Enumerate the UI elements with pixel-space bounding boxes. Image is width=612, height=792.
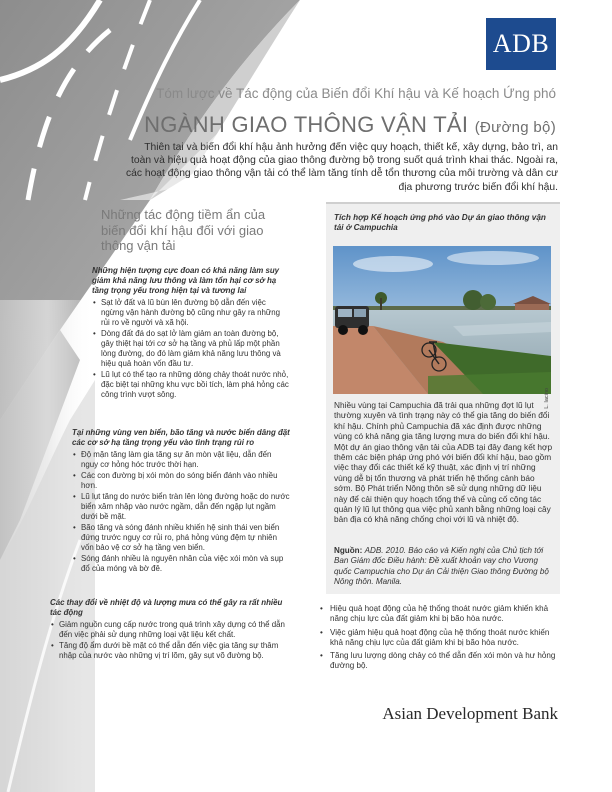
- section-list: [50, 620, 290, 661]
- page-title: [100, 112, 556, 138]
- list-item: • Lũ lụt có thể tạo ra những dòng chảy thoát nước nhỏ, đặc biệt tại những khu vực bồi tích, làm phá hỏng các công trình vượt sông.: [92, 370, 290, 400]
- section-list: [92, 298, 290, 400]
- footer-org-name: Asian Development Bank: [382, 704, 558, 723]
- page-title-sub: (Đường bộ): [474, 119, 556, 136]
- list-item: • Sóng đánh nhiều là nguyên nhân của việc xói mòn và sụp đổ của móng và bờ đê.: [72, 554, 290, 574]
- list-item: • Bão tăng và sóng đánh nhiều khiến hệ sinh thái ven biển đứng trước nguy cơ rủi ro, phá hỏng vùng đệm tự nhiên vốn bảo vệ cơ sở hạ tầng ven biển.: [72, 523, 290, 553]
- case-study-title: Tích hợp Kế hoạch ứng phó vào Dự án giao thông vận tải ở Campuchia: [334, 213, 546, 232]
- drainage-impacts-list: [320, 604, 560, 675]
- list-item: • Hiệu quả hoạt động của hệ thống thoát nước giảm khiến khả năng chịu lực của đất giảm khi bị bão hòa nước.: [320, 604, 560, 625]
- list-item: • Dòng đất đá do sạt lở làm giảm an toàn đường bộ, gây thiệt hại tới cơ sở hạ tầng và phủ lấp một phần lòng đường, do đó làm giảm khả năng lưu thông và hiệu quả hoàn vốn đầu tư.: [92, 329, 290, 369]
- adb-logo: [486, 18, 556, 70]
- case-study-box: [326, 202, 560, 594]
- flooded-road-photo: [333, 246, 551, 409]
- impact-section-temperature-rainfall: [50, 598, 290, 662]
- list-item: • Các con đường bị xói mòn do sóng biển đánh vào nhiều hơn.: [72, 471, 290, 491]
- section-heading: Tại những vùng ven biển, bão tăng và nước biển dâng đặt các cơ sở hạ tầng trọng yếu vào tình trạng rủi ro: [72, 428, 290, 447]
- list-item: • Giảm nguồn cung cấp nước trong quá trình xây dựng có thể dẫn đến việc phải sử dụng những loại vật liệu kết chất.: [50, 620, 290, 640]
- case-study-source: [334, 546, 554, 588]
- list-item: • Việc giảm hiệu quả hoạt động của hệ thống thoát nước khiến khả năng chịu lực của đất giảm khi bị bão hòa nước.: [320, 628, 560, 649]
- impact-section-coastal: [72, 428, 290, 575]
- list-item: • Độ mặn tăng làm gia tăng sự ăn mòn vật liệu, dẫn đến nguy cơ hỏng hóc trước thời hạn.: [72, 450, 290, 470]
- case-study-text: Nhiều vùng tại Campuchia đã trải qua những đợt lũ lụt thường xuyên và tình trạng này có thể gia tăng do biến đổi khí hậu. Chính phủ Campuchia đã xác định được những vùng có khả năng gia tăng lượng mưa do biến đổi khí hậu. Một dự án giao thông vận tải của ADB tại đây đang kết hợp thêm các biện pháp ứng phó với biến đổi khí hậu, bao gồm việc thay đổi các thiết kế kỹ thuật, xác định vị trí những vùng dễ bị tổn thương và phát triển hệ thống cảnh báo sớm. Bộ Phát triển Nông thôn sẽ sử dụng những dữ liệu này để cải thiện quy hoạch tổng thể và củng cố công tác quản lý lũ lụt thông qua việc phủ xanh bằng những loại cây bản địa có khả năng chống chọi với lũ và nhiệt độ.: [334, 400, 553, 525]
- list-item: • Tăng lưu lượng dòng chảy có thể dẫn đến xói mòn và hư hỏng đường bộ.: [320, 651, 560, 672]
- flooded-road-photo-image: [333, 246, 551, 394]
- section-list: [72, 450, 290, 574]
- photo-credit: L. Iacino: [544, 388, 550, 409]
- intro-paragraph: Thiên tai và biến đổi khí hậu ảnh hưởng đến việc quy hoạch, thiết kế, xây dựng, bảo trì, an toàn và hiệu quả hoạt động của giao thông đường bộ trong suốt quá trình khai thác. Ngoài ra, các hoạt động giao thông vận tải có thể làm tăng tính dễ tổn thương của môi trường và dân cư địa phương trước biến đổi khí hậu.: [125, 142, 558, 193]
- page-title-main: NGÀNH GIAO THÔNG VẬN TẢI: [144, 112, 469, 137]
- impacts-heading: Những tác động tiềm ẩn của biến đổi khí hậu đối với giao thông vận tải: [101, 207, 266, 253]
- section-heading: Những hiện tượng cực đoan có khả năng làm suy giảm khả năng lưu thông và làm tổn hại cơ sở hạ tầng trọng yếu trong hiện tại và tương lai: [92, 266, 280, 295]
- page-subtitle: Tóm lược về Tác động của Biến đổi Khí hậu và Kế hoạch Ứng phó: [156, 86, 556, 101]
- section-heading: Các thay đổi về nhiệt độ và lượng mưa có thể gây ra rất nhiều tác động: [50, 598, 283, 617]
- source-label: Nguồn:: [334, 546, 363, 555]
- impact-section-extreme-events: [92, 266, 290, 401]
- list-item: • Lũ lụt tăng do nước biển tràn lên lòng đường hoặc do nước biển xâm nhập vào nước ngầm, dẫn đến ngập lụt ngầm dưới bề mặt.: [72, 492, 290, 522]
- list-item: • Sạt lở đất và lũ bùn lên đường bộ dẫn đến việc ngừng vận hành đường bộ cũng như gây ra những rủi ro về người và xã hội.: [92, 298, 290, 328]
- source-text: ADB. 2010. Báo cáo và Kiến nghị của Chủ tịch tới Ban Giám đốc Điều hành: Đề xuất khoản vay cho Vương quốc Campuchia cho Dự án Cải thiện Giao thông Đường bộ Nông thôn. Manila.: [334, 546, 549, 587]
- list-item: • Tăng độ ẩm dưới bề mặt có thể dẫn đến việc gia tăng sự thâm nhập của nước vào những vị trí lõm, gây sụt võ đường bộ.: [50, 641, 290, 661]
- adb-logo-text: ADB: [492, 29, 550, 58]
